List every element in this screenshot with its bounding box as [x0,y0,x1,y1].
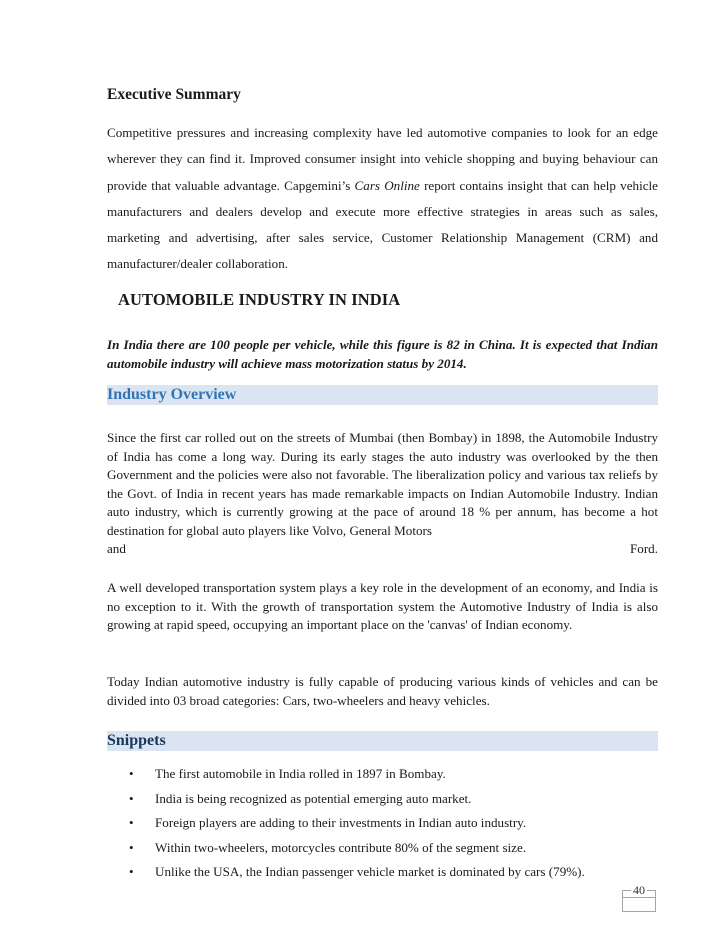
executive-summary-text [107,120,658,278]
overview-paragraph-1-last-line [107,540,658,559]
overview-paragraph-1-text: Since the first car rolled out on the streets of Mumbai (then Bombay) in 1898, the Automobile Industry of India has come a long way. During its early stages the auto industry was overlooked by the then Government and the policies were also not favorable. The liberalization policy and various tax reliefs by the Govt. of India in recent years has made remarkable impacts on Indian Automobile Industry. Indian auto industry, which is currently growing at the pace of around 18 % per annum, has become a hot destination for global auto players like Volvo, General Motors [107,430,658,538]
list-item [107,814,658,839]
list-item-text: The first automobile in India rolled in 1897 in Bombay. [155,766,446,781]
page-number: 40 [633,883,645,897]
executive-summary-heading: Executive Summary [107,86,241,103]
bullet-icon: • [129,864,134,879]
industry-overview-band [107,385,658,405]
list-item-text: Foreign players are adding to their investments in Indian auto industry. [155,815,527,830]
last-line-right: Ford. [629,541,658,556]
page-number-box [622,883,656,912]
overview-paragraph-1 [107,429,658,559]
list-item [107,863,658,888]
snippets-list [107,765,658,888]
exec-text-part-1: Competitive pressures and increasing complexity have led automotive companies to look for an edge wherever they can find it. Improved consumer insight into vehicle shopping and buying behaviour can provide that valuable advantage. Capgemini’s [107,125,658,193]
list-item-text: Unlike the USA, the Indian passenger vehicle market is dominated by cars (79%). [155,864,585,879]
section-intro: In India there are 100 people per vehicle, while this figure is 82 in China. It is expected that Indian automobile industry will achieve mass motorization status by 2014. [107,337,658,371]
exec-text-italic: Cars Online [354,177,420,193]
list-item [107,765,658,790]
list-item [107,790,658,815]
last-line-left: and [107,541,126,556]
bullet-icon: • [129,815,134,830]
snippets-band [107,731,658,751]
overview-paragraph-2: A well developed transportation system plays a key role in the development of an economy, and India is no exception to it. With the growth of transportation system the Automotive Industry of India is also growing at rapid speed, occupying an important place on the 'canvas' of Indian economy. [107,580,658,632]
snippets-heading: Snippets [107,732,166,749]
bullet-icon: • [129,839,134,855]
exec-text-part-2: report contains insight that can help vehicle manufacturers and dealers develop and execute more effective strategies in areas such as sales, marketing and advertising, after sales service, Customer Relationship Management (CRM) and manufacturer/dealer collaboration. [107,177,658,272]
industry-overview-heading: Industry Overview [107,386,237,403]
list-item [107,839,658,864]
list-item-text: Within two-wheelers, motorcycles contribute 80% of the segment size. [155,839,527,855]
section-title: AUTOMOBILE INDUSTRY IN INDIA [118,290,401,309]
overview-paragraph-3: Today Indian automotive industry is fully capable of producing various kinds of vehicles and can be divided into 03 broad categories: Cars, two-wheelers and heavy vehicles. [107,674,658,708]
bullet-icon: • [129,790,134,806]
list-item-text: India is being recognized as potential emerging auto market. [155,790,472,806]
bullet-icon: • [129,766,134,781]
